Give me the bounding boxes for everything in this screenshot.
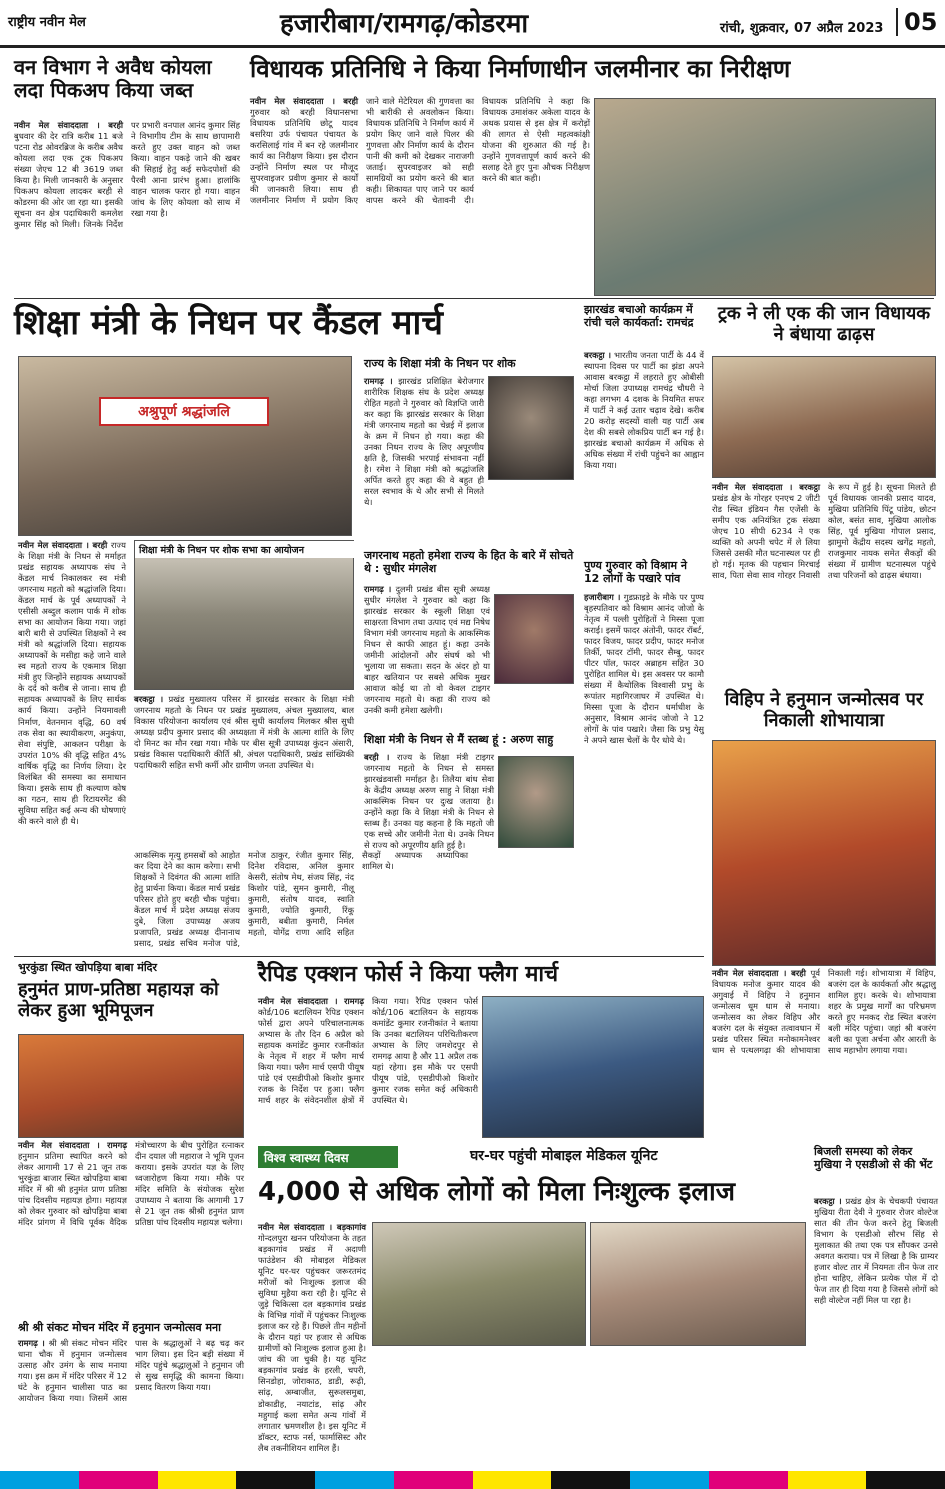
water-tower-photo — [594, 98, 936, 296]
vishram-body — [584, 592, 704, 846]
truck-text: प्रखंड क्षेत्र के गोरहर एनएच 2 जीटी रोड स्थित इंडियन गैस एजेंसी के समीप एक अनियंत्रित ट्रक संख्या जेएच 10 सीपी 6234 ने एक व्यक्ति को अपनी चपेट में ले लिया जिससे उसकी मौत घटनास्थल पर ही हो गई। मृतक की पहचान मिरचाई साव, पिता सेवा साव गोरहर निवासी के रूप में हुई है। सूचना मिलते ही पूर्व विधायक जानकी प्रसाद यादव, मुखिया प्रतिनिधि पिंटू पांडेय, छोटन कोल, बसंत साव, मुखिया आलोक सिंह, पूर्व मुखिया गोपाल प्रसाद, झामुमो केंद्रीय सदस्य खगेंद्र महतो, राजकुमार नायक समेत सैकड़ों की संख्या में ग्रामीण घटनास्थल पहुंचे तथा परिजनों को ढाढ़स बंधाया। — [712, 482, 936, 581]
bijli-byline: बरकट्ठा । — [814, 1196, 846, 1206]
candle-byline: नवीन मेल संवाददाता । बरही — [18, 540, 111, 550]
vhp-headline: विहिप ने हनुमान जन्मोत्सव पर निकाली शोभायात्रा — [724, 689, 924, 731]
shoksabha-photo — [134, 540, 354, 690]
mochan-headline: श्री श्री संकट मोचन मंदिर में हनुमान जन्मोत्सव मना — [18, 1321, 221, 1334]
shok-headline: राज्य के शिक्षा मंत्री के निधन पर शोक — [364, 357, 516, 370]
truck-byline: नवीन मेल संवाददाता । बरकट्ठा — [712, 482, 820, 492]
vishram-text: गुडफ्राइडे के मौके पर पुण्य बृहस्पतिवार को विश्राम आनंद जोजो के नेतृत्व में पल्ली पुरोहितों ने मिस्सा पूजा कराई। इसमें फादर अंतोनी, फादर रॉबर्ट, फादर विजय, फादर प्रदीप, फादर मनोज तिर्की, फादर टॉमी, फादर सैम्बु, फादर पीटर पॉल, फादर अब्राहम सहित 30 पुरोहित शामिल थे। इस अवसर पर कामौ संख्या में कैथोलिक विश्वासी प्रभु के रूपांतर महागिरजाघर में उपस्थित थे। मिस्सा पूजा के दौरान धर्माधीश के अनुसार, विश्राम आनंद जोजो ने 12 लोगों के पांव पखारे। जैसा कि प्रभु येसु ने अपने खास चेलों के पैर धोये थे। — [584, 592, 704, 746]
divider — [14, 956, 704, 957]
bachao-body — [584, 350, 704, 558]
truck-headline: ट्रक ने ली एक की जान विधायक ने बंधाया ढाढ़स — [717, 303, 931, 345]
truck-photo — [712, 356, 936, 478]
newspaper-logo: राष्ट्रीय नवीन मेल — [8, 15, 86, 30]
raf-text: कोर्ड/106 बटालियन रैपिड एक्शन फोर्स द्वारा अपने परिचालनात्मक अभ्यास के तौर दिन 6 अप्रैल को सहायक कमांडेंट कुमार रजनीकांत के नेतृत्व में शहर में फ्लैग मार्च किया गया। फ्लैग मार्च एसपी पीयूष पांडे एवं एसडीपीओ किशोर कुमार रजक के निर्देश पर हुआ। फ्लैग मार्च शहर के संवेदनशील क्षेत्रों में किया गया। रैपिड एक्शन फोर्स कोर्ड/106 बटालियन के सहायक कमांडेंट कुमार रजनीकांत ने बताया कि उनका बटालियन परिचितीकरण अभ्यास के लिए जमशेदपुर से रामगढ़ आया है और 11 अप्रैल तक यहां रहेगा। इस मौके पर एसपी पीयूष पांडे, एसडीपीओ किशोर कुमार रजक समेत कई अधिकारी उपस्थित थे। — [258, 996, 478, 1106]
candle-march-photo — [18, 356, 352, 536]
page-number: 05 — [896, 8, 937, 36]
candle-headline: शिक्षा मंत्री के निधन पर कैंडल मार्च — [14, 303, 443, 343]
sudhir-headline: जगरनाथ महतो हमेशा राज्य के हित के बारे में सोचते थे : सुधीर मंगलेश — [364, 549, 574, 575]
shok-text: झारखंड प्रशिक्षित बेरोजगार शारीरिक शिक्षक संघ के प्रदेश अध्यक्ष रोहित महतो ने गुरुवार को विज्ञप्ति जारी कर कहा कि झारखंड सरकार के शिक्षा मंत्री जगरनाथ महतो का चेन्नई में इलाज के क्रम में निधन हो गया। कहा की उनका निधन राज्य के लिए अपूरणीय क्षति है, जिसकी भरपाई संभावना नहीं है। रमेश ने शिक्षा मंत्री को श्रद्धांजलि अर्पित करते हुए कहा की वे बहुत ही सरल स्वभाव के थे और सभी से मिलते थे। — [364, 376, 484, 508]
candle-body — [18, 540, 126, 950]
coal-text: बुधवार की देर रात्रि करीब 11 बजे पटना रोड ओवरब्रिज के करीब अवैध कोयला लदा एक ट्रक पिकअप संख्या जेएच 12 बी 3619 जब्त किया है। मिली जानकारी के अनुसार पिकअप कोयला लादकर बरही से कोडरमा की ओर जा रहा था। इसकी सूचना वन क्षेत्र पदाधिकारी कमलेश कुमार सिंह को मिली। जिनके निर्देश पर प्रभारी वनपाल आनंद कुमार सिंह ने विभागीय टीम के साथ छापामारी करते हुए उक्त वाहन को जब्त किया। वाहन पकड़े जाने की खबर की सिहाई हेतु कई सफेदपोशों की पैरवी आना प्रारंभ हुआ। हालांकि वाहन चालक फरार हो गया। वाहन जांच के लिए कोयला को साथ में रखा गया है। — [14, 120, 240, 230]
vhp-text: पूर्व विधायक मनोज कुमार यादव की अगुवाई में विहिप ने हनुमान जन्मोत्सव धूम धाम से मनाया। जन्मोत्सव का लेकर विहिप और बजरंग दल के संयुक्त तत्वावधान में प्रखंड परिसर स्थित मनोकामनेश्वर धाम से पत्थलगढ़ा की शोभायात्रा निकाली गई। शोभायात्रा में विहिप, बजरंग दल के कार्यकर्ता और श्रद्धालु शामिल हुए। करके थे। शोभायात्रा शहर के प्रमुख मार्गों का परिभ्रमण करते हुए मनकद रोड स्थित बजरंग बली मंदिर पहुंचा। जहां श्री बजरंग बली का पूजा अर्चना और आरती के साथ महाभोग लगाया गया। — [712, 968, 936, 1056]
print-color-bar — [0, 1471, 945, 1489]
divider — [14, 298, 934, 299]
candle-text: राज्य के शिक्षा मंत्री के निधन से मर्माहत प्रखंड सहायक अध्यापक संघ ने केंडल मार्च निकालकर स्व मंत्री जगरनाथ महतो को श्रद्धांजलि दिया। केंडल मार्च के पूर्व अध्यापकों ने एसीसी अब्दुल कलाम पार्क में शोक सभा का आयोजन किया गया। जहां बारी बारी से उपस्थित शिक्षकों ने स्व मंत्री को श्रद्धांजलि दिया। सहायक अध्यापकों के मसीहा कहे जाने वाले स्व महतो राज्य के एकमात्र शिक्षा मंत्री हुए जिन्होंने सहायक अध्यापकों के दर्द को करीब से जाना। साथ ही सहायक अध्यापकों के लिए सार्थक कार्य किया। उन्होंने नियमावली निर्माण, वेतनमान वृद्धि, 60 वर्ष तक सेवा का स्थायीकरण, अनुकंपा, सेवा संपुष्टि, आकलन परीक्षा के उपरांत 10% की वृद्धि सहित 4% वार्षिक वृद्धि का निर्णय लिया। देर विलंबित की समस्या का समाधान किया। इसके साथ ही कल्याण कोष का गठन, साथ ही रिटायरमेंट की सुविधा सहित कई अन्य की घोषणाएं की करने वाले ही थे। — [18, 540, 126, 826]
water-byline: नवीन मेल संवाददाता । बरही — [250, 96, 358, 106]
sudhir-body — [364, 584, 490, 724]
bachao-byline: बरकट्ठा । — [584, 350, 615, 360]
sudhir-portrait-photo — [494, 594, 574, 684]
mochan-text: श्री श्री संकट मोचन मंदिर धाना चौक में हनुमान जन्मोत्सव उत्साह और उमंग के साथ मनाया गया। इस क्रम में मंदिर परिसर में 12 घंटे के हनुमान चालीसा पाठ का आयोजन किया गया। जिसमें आस पास के श्रद्धालुओं ने बढ़ चढ़ कर भाग लिया। इस दिन बड़ी संख्या में मंदिर पहुंचे श्रद्धालुओं ने हनुमान जी से सुख समृद्धि की कामना किया। प्रसाद वितरण किया गया। — [18, 1338, 244, 1404]
bijli-headline: बिजली समस्या को लेकर मुखिया ने एसडीओ से की भेंट — [814, 1145, 933, 1171]
arun-byline: बरही । — [364, 752, 398, 762]
bhurkunda-photo — [18, 1034, 244, 1138]
shraddhanjali-banner: अश्रुपूर्ण श्रद्धांजलि — [99, 397, 269, 426]
coal-body — [14, 120, 240, 300]
vishram-headline: पुण्य गुरुवार को विश्राम ने 12 लोगों के पखारे पांव — [584, 559, 687, 585]
bachao-text: भारतीय जनता पार्टी के 44 वें स्थापना दिवस पर पार्टी का झंडा अपने आवास बरकट्ठा में लहराते हुए ओबीसी मोर्चा जिला उपाध्यक्ष रामचंद्र चौधरी ने कहा लगभग 4 दशक के नियमित सफर में पार्टी ने कई उतार चढ़ाव देखे। करीब 20 करोड़ सदस्यों वाली यह पार्टी अब देश की सबसे लोकप्रिय पार्टी बन गई है। झारखंड बचाओ कार्यक्रम में अधिक से अधिक संख्या में रांची पहुंचने का आह्वान किया गया। — [584, 350, 704, 471]
bhurkunda-headline: हनुमंत प्राण-प्रतिष्ठा महायज्ञ को लेकर हुआ भूमिपूजन — [18, 979, 219, 1021]
sudhir-byline: रामगढ़ । — [364, 584, 396, 594]
minister-portrait-photo — [488, 376, 574, 480]
arun-text: राज्य के शिक्षा मंत्री टाइगर जगरनाथ महतो के निधन से समस्त झारखंडवासी मर्माहत है। तिलैया बांध सेवा के केंद्रीय अध्यक्ष अरुण साहु ने शिक्षा मंत्री आकस्मिक निधन पर दुःख जताया है। उन्होंने कहा कि वे शिक्षा मंत्री के निधन से स्तब्ध हैं। उनका यह कहना है कि महतो जी एक सच्चे और जमीनी नेता थे। उनके निधन से राज्य को अपूरणीय क्षति हुई है। — [364, 752, 494, 851]
health-tag-right: घर-घर पहुंची मोबाइल मेडिकल यूनिट — [470, 1148, 658, 1164]
sudhir-text: दुलमी प्रखंड बीस सूत्री अध्यक्ष सुधीर मंगलेश ने गुरुवार को कहा कि झारखंड सरकार के स्कूली शिक्षा एवं साक्षरता विभाग तथा उत्पाद एवं मद्य निषेध विभाग मंत्री जगरनाथ महतो के आकस्मिक निधन से काफी आहत हूं। कहा उनके जमीनी आंदोलनों और संघर्ष को भी भुलाया जा सकता। सदन के अंदर हो या बाहर खतियान पर सबसे अधिक मुखर आवाज कोई था तो वो केवल टाइगर जगरनाथ महतो थे। कहा की राज्य को उनकी कमी हमेशा खलेगी। — [364, 584, 490, 716]
shok-byline: रामगढ़ । — [364, 376, 399, 386]
shoksabha-text2: आकस्मिक मृत्यु हमसबों को आहोत कर दिया देने का काम करेगा। सभी शिक्षकों ने दिवंगत की आत्मा शांति हेतु प्रार्थना किया। केंडल मार्च प्रखंड परिसर होते हुए बरही चौक पहुंचा। केंडल मार्च में प्रदेश अध्यक्ष संजय दुबे, जिला उपाध्यक्ष अजय प्रजापति, प्रखंड अध्यक्ष दीनानाथ प्रसाद, प्रखंड सचिव मनोज पांडे, मनोज ठाकुर, रंजीत कुमार सिंह, दिनेश रविदास, अनिल कुमार केसरी, संतोष मेथ, संजय सिंह, नंद किशोर पांडे, सुमन कुमारी, नीलू कुमारी, संतोष यादव, स्वाति कुमारी, ज्योति कुमारी, रिंकू कुमारी, बबीता कुमारी, निर्मल महतो, योगेंद्र राणा आदि सहित सैकड़ों अध्यापक अध्यापिका शामिल थे। — [134, 850, 468, 949]
raf-flag-march-photo — [482, 996, 704, 1138]
water-headline: विधायक प्रतिनिधि ने किया निर्माणाधीन जलमीनार का निरीक्षण — [250, 55, 791, 83]
mochan-byline: रामगढ़ । — [18, 1338, 49, 1348]
bhurkunda-body — [18, 1140, 244, 1316]
vishram-byline: हजारीबाग । — [584, 592, 624, 602]
shoksabha-headline: शिक्षा मंत्री के निधन पर शोक सभा का आयोजन — [135, 541, 355, 558]
health-body — [258, 1222, 366, 1462]
bhurkunda-headline-top: भुरकुंडा स्थित खोपड़िया बाबा मंदिर — [18, 961, 158, 974]
arun-headline: शिक्षा मंत्री के निधन से मैं स्तब्ध हूं : अरुण साहु — [364, 733, 554, 746]
health-photo-2 — [590, 1222, 806, 1346]
shoksabha-body2 — [134, 850, 468, 950]
health-byline: नवीन मेल संवाददाता । बड़कागांव — [258, 1222, 366, 1232]
shoksabha-text: प्रखंड मुख्यालय परिसर में झारखंड सरकार के शिक्षा मंत्री जगरनाथ महतो के निधन पर प्रखंड मुख्यालय, अंचल मुख्यालय, बाल विकास परियोजना कार्यालय एवं श्रीस सुधी कार्यालय मिलकर श्रीस सुधी अध्यक्ष प्रदीप कुमार प्रसाद की अध्यक्षता में मंत्री के आत्मा शांति के लिए दो मिनट का मौन रखा गया। मौके पर बीस सूत्री उपाध्यक्ष कुंदन अंसारी, प्रखंड विकास पदाधिकारी कीर्ति श्री, अंचल पदाधिकारी, प्रखंड सांख्यिकी पदाधिकारी सहित सभी कर्मी और ग्रामीण जनता उपस्थित थे। — [134, 694, 354, 771]
vhp-body — [712, 968, 936, 1138]
health-photo-1 — [372, 1222, 586, 1346]
health-headline: 4,000 से अधिक लोगों को मिला निःशुल्क इलाज — [258, 1177, 736, 1207]
arun-body — [364, 752, 494, 952]
section-title: हजारीबाग/रामगढ़/कोडरमा — [280, 9, 529, 39]
coal-byline: नवीन मेल संवाददाता । बरही — [14, 120, 123, 130]
health-tag-left-text: विश्व स्वास्थ्य दिवस — [264, 1151, 349, 1165]
bhurkunda-text: हनुमान प्रतिमा स्थापित करने को लेकर आगामी 17 से 21 जून तक भुरकुंडा बाजार स्थित खोपड़िया बाबा मंदिर में श्री श्री हनुमंत प्राण प्रतिष्ठा पांच दिवसीय महायज्ञ होगा। महायज्ञ को लेकर गुरुवार को खोपड़िया बाबा मंदिर प्रांगण में विधि पूर्वक वैदिक मंत्रोच्चारण के बीच पुरोहित रत्नाकर दीन दयाल जी महाराज ने भूमि पूजन कराया। इसके उपरांत यज्ञ के लिए ध्वजारोहण किया गया। मौके पर मंदिर समिति के संयोजक सुरेश उपाध्याय ने बताया कि आगामी 17 से 21 जून तक श्रीश्री हनुमंत प्राण प्रतिष्ठा पांच दिवसीय महायज्ञ चलेगा। — [18, 1140, 244, 1228]
vhp-byline: नवीन मेल संवाददाता । बरही — [712, 968, 811, 978]
masthead — [0, 0, 945, 48]
vhp-photo — [712, 740, 936, 966]
arun-portrait-photo — [498, 756, 574, 848]
truck-body — [712, 482, 936, 680]
mochan-body — [18, 1338, 244, 1462]
shoksabha-byline: बरकट्ठा । — [134, 694, 169, 704]
coal-headline: वन विभाग ने अवैध कोयला लदा पिकअप किया जब्त — [14, 55, 212, 102]
raf-body — [258, 996, 478, 1134]
bijli-text: प्रखंड क्षेत्र के चेचकपी पंचायत मुखिया रीता देवी ने गुरुवार रोजर वोल्टेज सात की तीन फेज करने हेतु बिजली विभाग के एसडीओ सौरभ सिंह से मुलाकात की तथा एक पत्र सौंपकर उनसे अवगत कराया। पत्र में लिखा है कि ग्राम्यर हजार वोल्ट तार में नियमतः तीन फेज तार होना चाहिए, लेकिन प्रत्येक पोल में दो फेज तार ही दिया गया है जिससे लोगों को सही वोल्टेज नहीं मिल पा रहा है। — [814, 1196, 939, 1306]
health-text: गोन्दलपुरा खनन परियोजना के तहत बड़कागांव प्रखंड में अदाणी फाउंडेशन की मोबाइल मेडिकल यूनिट घर-घर पहुंचकर जरूरतमंद मरीजों को निःशुल्क इलाज की सुविधा मुहैया करा रही है। यूनिट से जुड़े चिकित्सा दल बड़कागांव प्रखंड के विभिन्न गांवों में पहुंचकर निःशुल्क इलाज कर रहे हैं। पिछले तीन महीनों के दौरान यहां पर हजार से अधिक ग्रामीणों को निःशुल्क इलाज हुआ है। जांच की जा चुकी है। यह यूनिट बड़कागांव प्रखंड के हरली, चपरी, सिनडोहा, जोराकाठ, डाडी, रूढ़ी, सांढ़, अम्बाजीत, सुरूलसमुबा, डोकाडीह, नयाटांड, सांढ़ और महुगाई कला समेत अन्य गांवों में लगातार भ्रमणशील है। इस यूनिट में डॉक्टर, स्टाफ नर्स, फार्मासिस्ट और लैब तकनीशियन शामिल हैं। — [258, 1233, 366, 1453]
raf-headline: रैपिड एक्शन फोर्स ने किया फ्लैग मार्च — [258, 962, 559, 987]
water-body — [250, 96, 590, 294]
health-tag-left — [258, 1146, 398, 1168]
shok-body — [364, 376, 484, 546]
bijli-body — [814, 1196, 938, 1464]
dateline: रांची, शुक्रवार, 07 अप्रैल 2023 — [720, 21, 884, 36]
raf-byline: नवीन मेल संवाददाता । रामगढ़ — [258, 996, 364, 1006]
water-text: गुरुवार को बरही विधानसभा विधायक प्रतिनिधि छोटू यादव बसरिया उर्फ पंचायत पंचायत के करसिलाई गांव में बन रहे जलमीनार कार्य का निरीक्षण किया। इस दौरान उन्होंने निर्माण स्थल पर मौजूद सुपरवाइजर प्रवीण कुमार से कार्यों की जानकारी लिया। साथ ही जलमीनार निर्माण में प्रयोग किए जाने वाले मेटेरियल की गुणवत्ता का भी बारीकी से अवलोकन किया। विधायक प्रतिनिधि ने निर्माण कार्य में प्रयोग किए जाने वाले पिलर की गुणवत्ता और निर्माण कार्य के दौरान पानी की कमी को देखकर नाराजगी जताई। सुपरवाइजर को सही सामग्रियों का प्रयोग करने की बात कही। शिकायत पाए जाने पर कार्य वापस करने की चेतावनी दी। विधायक प्रतिनिधि ने कहा कि विधायक उमाशंकर अकेला यादव के अथक प्रयास से इस क्षेत्र में करोड़ों की लागत से ऐसी महत्वकांक्षी योजना की शुरुआत की गई है। उन्होंने गुणवत्तापूर्ण कार्य करने की सलाह देते हुए पुनः औचक निरीक्षण करने की बात कही। — [250, 96, 590, 206]
bhurkunda-byline: नवीन मेल संवाददाता । रामगढ़ — [18, 1140, 127, 1150]
shoksabha-body — [134, 694, 354, 844]
bachao-headline: झारखंड बचाओ कार्यक्रम में रांची चले कार्यकर्ता: रामचंद्र — [584, 303, 694, 329]
